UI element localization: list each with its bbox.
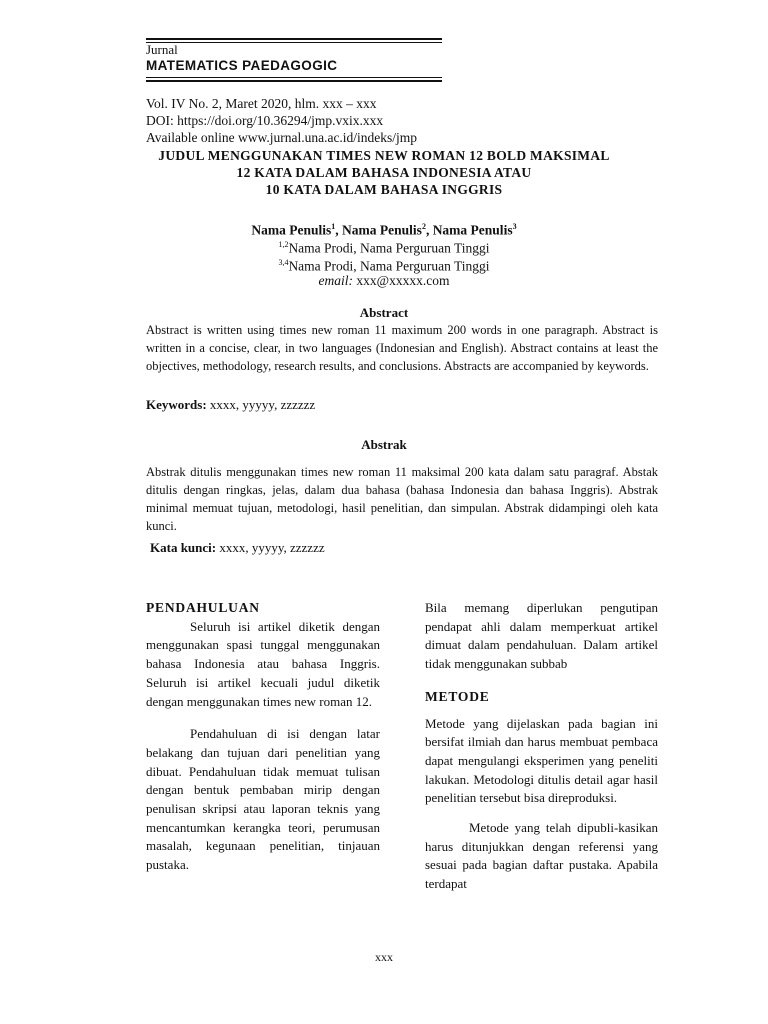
paper-title-line-3: 10 KATA DALAM BAHASA INGGRIS [265, 182, 503, 197]
online-line: Available online www.jurnal.una.ac.id/indeks/jmp [146, 130, 418, 145]
affiliation-text: Nama Prodi, Nama Perguruan Tinggi [288, 258, 490, 274]
pendahuluan-paragraph-2: Pendahuluan di isi dengan latar belakang dan tujuan dari penelitian yang dibuat. Pendahuluan tidak memuat tulisan dengan bentuk pembaban mirip dengan penulisan skripsi atau laporan teknis yang mencantumkan kerangka teori, perumusan masalah, kegunaan penelitian, tinjauan pustaka. [146, 726, 380, 873]
author-separator: , [425, 222, 433, 238]
email-value[interactable]: xxx@xxxxx.com [353, 273, 450, 288]
author-name: Nama Penulis [251, 222, 332, 238]
doi-line: DOI: https://doi.org/10.36294/jmp.vxix.xxx [146, 113, 384, 128]
abstrak-heading: Abstrak [361, 437, 407, 452]
left-column [146, 599, 380, 875]
paper-title-line-1: JUDUL MENGGUNAKAN TIMES NEW ROMAN 12 BOLD MAKSIMAL [158, 148, 610, 163]
metode-paragraph-2: Metode yang telah dipubli-kasikan harus ditunjukkan dengan referensi yang sesuai pada bagian daftar pustaka. Apabila terdapat [425, 820, 658, 892]
header-rule-top-thin [146, 42, 442, 43]
journal-name: MATEMATICS PAEDAGOGIC [146, 58, 338, 73]
header-rule-bottom-thin [146, 77, 442, 78]
right-column [425, 599, 658, 894]
pendahuluan-paragraph-3: Bila memang diperlukan pengutipan pendapat ahli dalam memperkuat artikel dimuat dalam pendahuluan. Dalam artikel tidak menggunakan subbab [425, 600, 658, 672]
keywords-line [146, 397, 315, 413]
header-rule-top [146, 38, 442, 40]
kata-kunci-label: Kata kunci: [150, 540, 217, 555]
pendahuluan-paragraph-1: Seluruh isi artikel diketik dengan menggunakan spasi tunggal menggunakan bahasa Indonesia atau bahasa Inggris. Seluruh isi artikel kecuali judul diketik dengan menggunakan times new roman 12. [146, 618, 380, 709]
section-heading-metode: METODE [425, 688, 490, 704]
abstract-text: Abstract is written using times new roman 11 maximum 200 words in one paragraph. Abstract is written in a concise, clear, in two languages (Indonesian and English). Abstract contains at least the objectives, methodology, research results, and conclusions. Abstracts are accompanied by keywords. [146, 323, 658, 373]
email-line [140, 272, 628, 290]
abstract-heading: Abstract [359, 305, 409, 320]
author-separator: , [335, 222, 343, 238]
header-rule-bottom [146, 80, 442, 82]
author-sup: 1 [331, 222, 336, 231]
page-number: xxx [375, 950, 393, 964]
email-label: email: [318, 273, 354, 288]
author-name: Nama Penulis [432, 222, 513, 238]
keywords-label: Keywords: [146, 397, 207, 412]
kata-kunci-value: xxxx, yyyyy, zzzzzz [216, 540, 325, 555]
keywords-value: xxxx, yyyyy, zzzzzz [206, 397, 316, 412]
author-sup: 3 [512, 222, 517, 231]
journal-label: Jurnal [146, 42, 178, 57]
affiliation-sup: 1,2 [278, 240, 289, 249]
section-heading-pendahuluan: PENDAHULUAN [146, 600, 260, 615]
paper-title-line-2: 12 KATA DALAM BAHASA INDONESIA ATAU [236, 165, 532, 180]
volume-line: Vol. IV No. 2, Maret 2020, hlm. xxx – xxx [146, 96, 377, 111]
affiliation-text: Nama Prodi, Nama Perguruan Tinggi [288, 240, 490, 256]
kata-kunci-line [150, 540, 325, 556]
affiliation-sup: 3,4 [278, 258, 289, 267]
abstrak-text: Abstrak ditulis menggunakan times new roman 11 maksimal 200 kata dalam satu paragraf. Abstak ditulis dengan ringkas, jelas, dalam dua bahasa (bahasa Indonesia dan bahasa Inggris). Abstrak minimal memuat tujuan, metodologi, hasil penelitian, dan simpulan. Abstrak didampingi oleh kata kunci. [146, 465, 658, 533]
author-sup: 2 [421, 222, 426, 231]
author-name: Nama Penulis [342, 222, 422, 238]
metode-paragraph-1: Metode yang dijelaskan pada bagian ini bersifat ilmiah dan harus membuat pembaca dapat mengulangi eksperimen yang peneliti lakukan. Metodologi ditulis detail agar hasil penelitian tersebut bisa direproduksi. [425, 715, 658, 806]
